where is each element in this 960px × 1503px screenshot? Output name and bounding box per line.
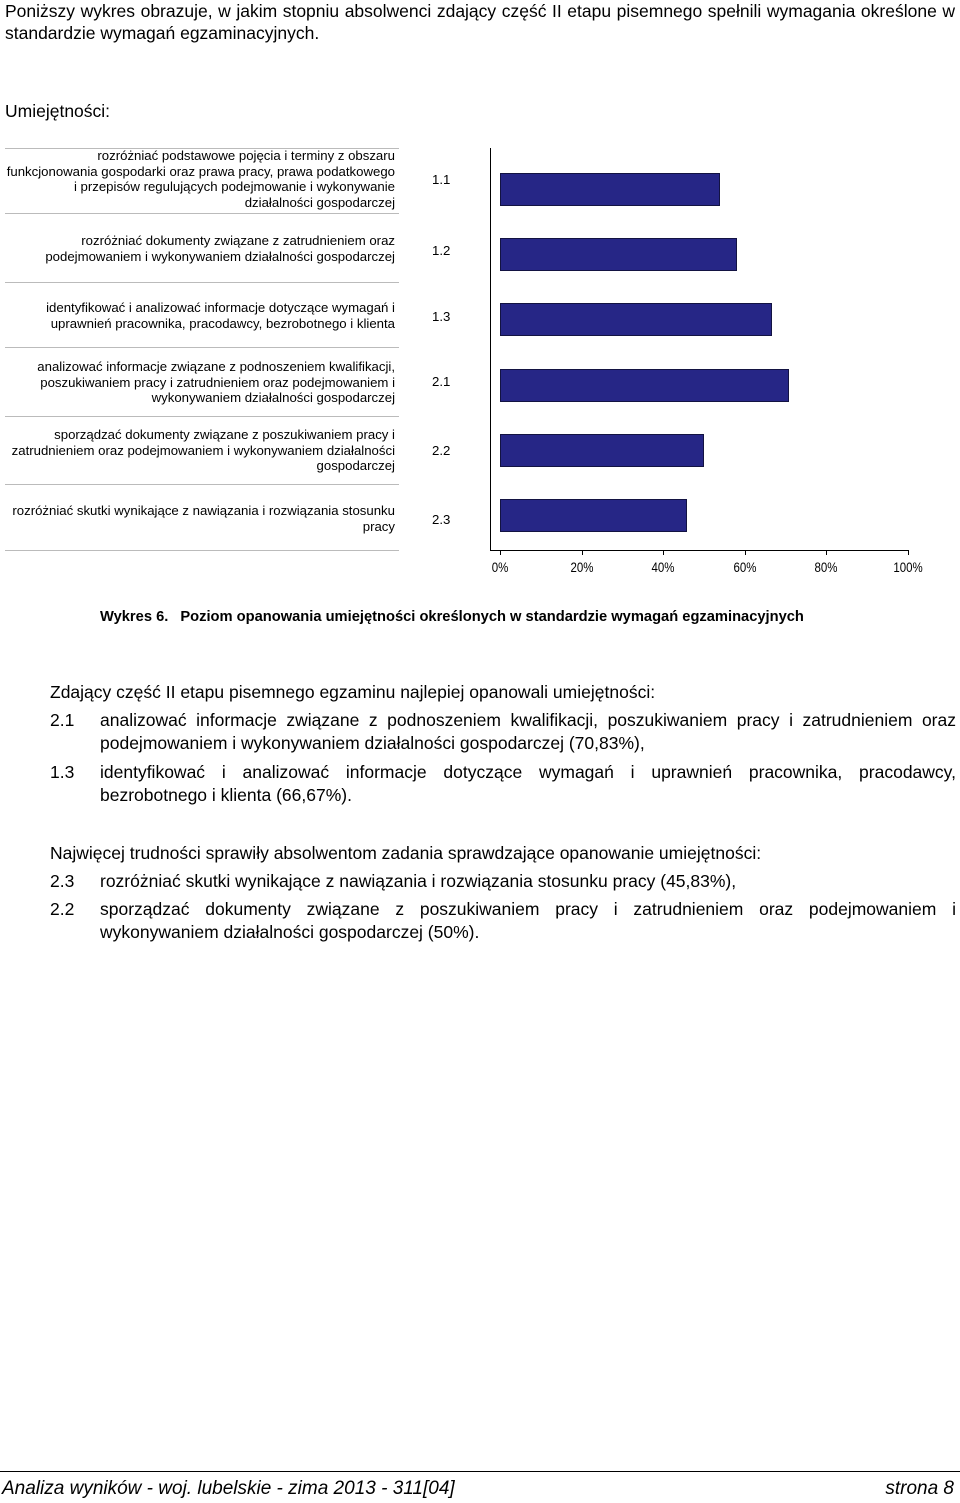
x-tick-label: 100% <box>893 560 923 575</box>
skill-description-2-2: sporządzać dokumenty związane z poszukiwaniem pracy i zatrudnieniem oraz podejmowaniem i wykonywaniem działalności gospodarczej <box>11 427 395 474</box>
x-tick-label: 40% <box>651 560 675 575</box>
item-number: 1.3 <box>50 762 75 782</box>
x-tick-mark <box>826 550 827 555</box>
category-code-2.2: 2.2 <box>432 443 451 458</box>
x-tick-mark <box>582 550 583 555</box>
best-skill-item <box>50 709 956 754</box>
item-text: sporządzać dokumenty związane z poszukiwaniem pracy i zatrudnieniem oraz podejmowaniem i wykonywaniem działalności gospodarczej (50%). <box>100 899 956 942</box>
row-separator <box>5 550 399 551</box>
page-number: strona 8 <box>885 1478 954 1499</box>
item-number: 2.3 <box>50 871 75 891</box>
y-axis-line <box>490 148 491 550</box>
footer-title: Analiza wyników - woj. lubelskie - zima 2013 - 311[04] <box>2 1478 455 1499</box>
caption-label: Wykres 6. <box>100 609 169 625</box>
x-tick-label: 20% <box>570 560 594 575</box>
category-code-1.1: 1.1 <box>432 172 451 187</box>
item-number: 2.2 <box>50 899 75 919</box>
skills-heading: Umiejętności: <box>5 101 111 121</box>
category-code-1.2: 1.2 <box>432 243 451 258</box>
bar-2.1 <box>500 369 789 402</box>
x-tick-label: 80% <box>814 560 838 575</box>
item-text: analizować informacje związane z podnoszeniem kwalifikacji, poszukiwaniem pracy i zatrudnieniem oraz podejmowaniem i wykonywaniem działalności gospodarczej (70,83%), <box>100 710 956 753</box>
chart-caption <box>100 609 804 625</box>
row-separator <box>5 148 399 149</box>
item-text: identyfikować i analizować informacje dotyczące wymagań i uprawnień pracownika, pracodawcy, bezrobotnego i klienta (66,67%). <box>100 762 956 805</box>
caption-text: Poziom opanowania umiejętności określonych w standardzie wymagań egzaminacyjnych <box>180 609 804 625</box>
category-code-2.3: 2.3 <box>432 512 451 527</box>
x-tick-mark <box>663 550 664 555</box>
best-skills-intro: Zdający część II etapu pisemnego egzaminu najlepiej opanowali umiejętności: <box>50 682 656 702</box>
row-separator <box>5 213 399 214</box>
category-code-2.1: 2.1 <box>432 374 451 389</box>
row-separator <box>5 484 399 485</box>
x-tick-label: 0% <box>491 560 509 575</box>
best-skill-item <box>50 761 956 806</box>
row-separator <box>5 282 399 283</box>
x-tick-mark <box>908 550 909 555</box>
item-text: rozróżniać skutki wynikające z nawiązania i rozwiązania stosunku pracy (45,83%), <box>100 871 737 891</box>
category-code-1.3: 1.3 <box>432 309 451 324</box>
bar-2.2 <box>500 434 704 467</box>
worst-skill-item <box>50 870 956 893</box>
bar-2.3 <box>500 499 687 532</box>
worst-skill-item <box>50 898 956 943</box>
intro-paragraph: Poniższy wykres obrazuje, w jakim stopniu absolwenci zdający część II etapu pisemnego spełnili wymagania określone w standardzie wymagań egzaminacyjnych. <box>5 1 955 43</box>
x-axis-line <box>490 550 908 551</box>
skill-description-2-3: rozróżniać skutki wynikające z nawiązania i rozwiązania stosunku pracy <box>12 503 395 534</box>
bar-1.2 <box>500 238 737 271</box>
skill-description-1-3: identyfikować i analizować informacje dotyczące wymagań i uprawnień pracownika, pracodawcy, bezrobotnego i klienta <box>46 300 395 331</box>
worst-skills-intro: Najwięcej trudności sprawiły absolwentom zadania sprawdzające opanowanie umiejętności: <box>50 843 762 863</box>
row-separator <box>5 416 399 417</box>
bar-1.3 <box>500 303 772 336</box>
footer-divider <box>0 1471 960 1472</box>
row-separator <box>5 347 399 348</box>
item-number: 2.1 <box>50 710 75 730</box>
x-tick-label: 60% <box>733 560 757 575</box>
skill-description-1-2: rozróżniać dokumenty związane z zatrudnieniem oraz podejmowaniem i wykonywaniem działalności gospodarczej <box>45 233 395 264</box>
skill-description-2-1: analizować informacje związane z podnoszeniem kwalifikacji, poszukiwaniem pracy i zatrudnieniem oraz podejmowaniem i wykonywaniem działalności gospodarczej <box>37 359 395 406</box>
x-tick-mark <box>500 550 501 555</box>
x-tick-mark <box>745 550 746 555</box>
skill-description-1-1: rozróżniać podstawowe pojęcia i terminy z obszaru funkcjonowania gospodarki oraz prawa pracy, prawa podatkowego i przepisów regulujących podejmowanie i wykonywanie działalności gospodarczej <box>6 148 395 210</box>
bar-1.1 <box>500 173 720 206</box>
